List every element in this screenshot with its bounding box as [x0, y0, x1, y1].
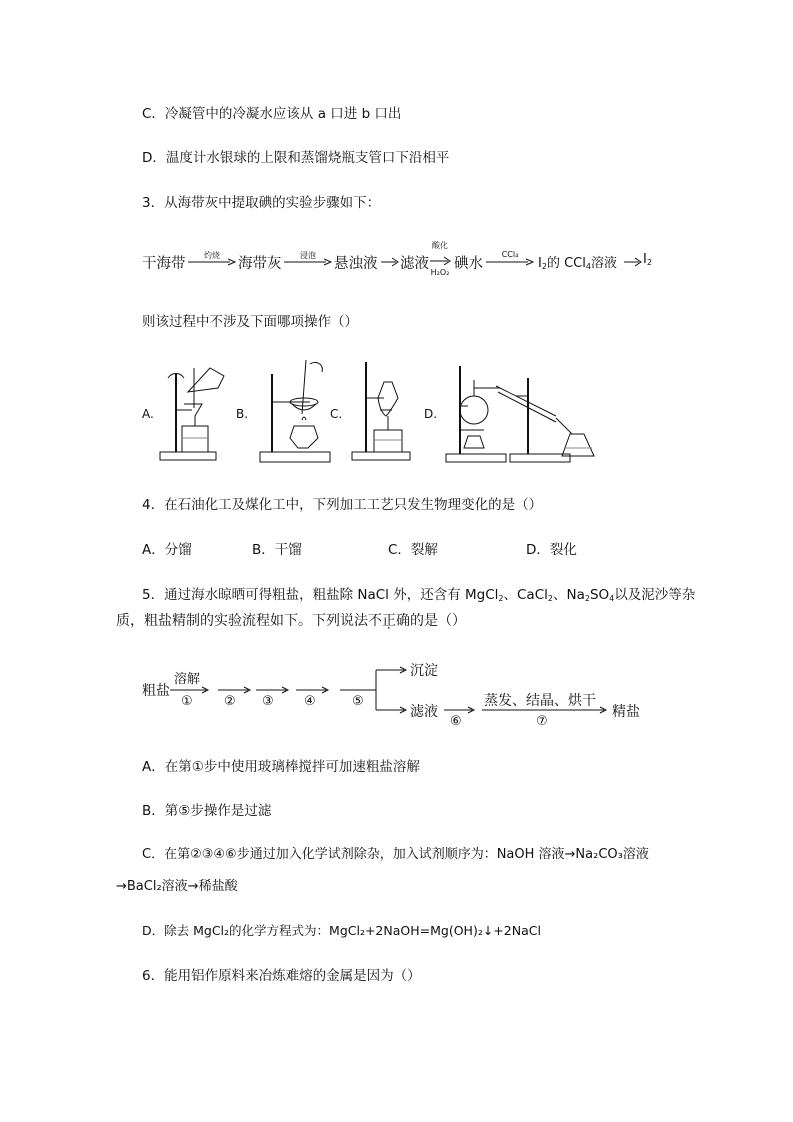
flow-arrow-label-acidify: 酸化: [432, 241, 448, 250]
flow-step-kelp-ash: 海带灰: [238, 256, 282, 272]
flow-arrow-label-h2o2: H₂O₂: [430, 268, 450, 277]
q5-flow-step-2: ②: [224, 694, 236, 709]
q6-stem: 6．能用铝作原料来冶炼难熔的金属是因为（）: [142, 968, 421, 984]
q5-flow-step-4: ④: [304, 694, 316, 709]
q5-option-d: D．除去 MgCl₂的化学方程式为：MgCl₂+2NaOH=Mg(OH)₂↓+2NaCl: [142, 923, 541, 938]
q2-option-d: D．温度计水银球的上限和蒸馏烧瓶支管口下沿相平: [142, 150, 450, 166]
q5-flow-dissolve: 溶解: [174, 672, 201, 687]
q5-flow-refined-salt: 精盐: [612, 704, 640, 720]
flow-step-iodine-water: 碘水: [454, 256, 483, 272]
q5-flow-step-1: ①: [181, 694, 193, 709]
q4-stem: 4．在石油化工及煤化工中，下列加工工艺只发生物理变化的是（）: [142, 497, 543, 513]
q5-emphasis-not-correct: 不正确: [368, 613, 410, 629]
q5-flow-crude-salt: 粗盐: [142, 683, 170, 699]
q4-option-a: A．分馏: [142, 542, 192, 558]
q5-flow-evaporate: 蒸发、结晶、烘干: [484, 693, 596, 709]
flow-arrow-label-soak: 浸泡: [300, 251, 316, 260]
q3-stem: 3．从海带灰中提取碘的实验步骤如下：: [142, 195, 381, 211]
flow-arrow-label-ccl4: CCl₄: [501, 250, 519, 259]
q5-flow-step-3: ③: [262, 694, 274, 709]
q5-flow-step-7: ⑦: [536, 714, 548, 729]
flow-step-dry-kelp: 干海带: [142, 256, 186, 272]
q4-option-c: C．裂解: [388, 542, 438, 558]
flow-arrow-label-burn: 灼烧: [204, 251, 220, 260]
apparatus-label-d: D.: [424, 407, 438, 421]
q2-option-c: C．冷凝管中的冷凝水应该从 a 口进 b 口出: [142, 106, 402, 122]
q5-flow-filtrate: 滤液: [410, 704, 438, 720]
q3-question: 则该过程中不涉及下面哪项操作（）: [142, 314, 358, 330]
flow-step-i2-ccl4-solution: $I_2$的 CCl$_4$溶液: [538, 256, 617, 271]
q5-flow-precipitate: 沉淀: [410, 663, 438, 679]
flow-step-i2: $I_2$: [643, 252, 652, 267]
q5-flow-step-6: ⑥: [450, 714, 462, 729]
flow-step-suspension: 悬浊液: [334, 256, 378, 272]
q5-option-a: A．在第①步中使用玻璃棒搅拌可加速粗盐溶解: [142, 759, 420, 775]
apparatus-label-b: B.: [236, 407, 249, 421]
apparatus-label-a: A.: [142, 407, 154, 421]
apparatus-label-c: C.: [330, 407, 343, 421]
flow-step-filtrate: 滤液: [400, 256, 429, 272]
q4-option-b: B．干馏: [252, 542, 302, 558]
q5-option-c-line2: →BaCl₂溶液→稀盐酸: [116, 879, 238, 894]
q5-stem-line2: 质，粗盐精制的实验流程如下。下列说法不正确的是（）: [116, 613, 466, 629]
q5-option-c-line1: C．在第②③④⑥步通过加入化学试剂除杂，加入试剂顺序为：NaOH 溶液→Na₂CO₃溶液: [142, 847, 649, 862]
q5-stem-line1: 5．通过海水晾晒可得粗盐，粗盐除 NaCl 外，还含有 MgCl$_2$、CaCl$_2$、$Na_2SO_4$以及泥沙等杂: [142, 587, 696, 603]
q4-option-d: D．裂化: [526, 542, 577, 558]
q5-option-b: B．第⑤步操作是过滤: [142, 803, 272, 819]
q5-flow-step-5: ⑤: [352, 694, 364, 709]
